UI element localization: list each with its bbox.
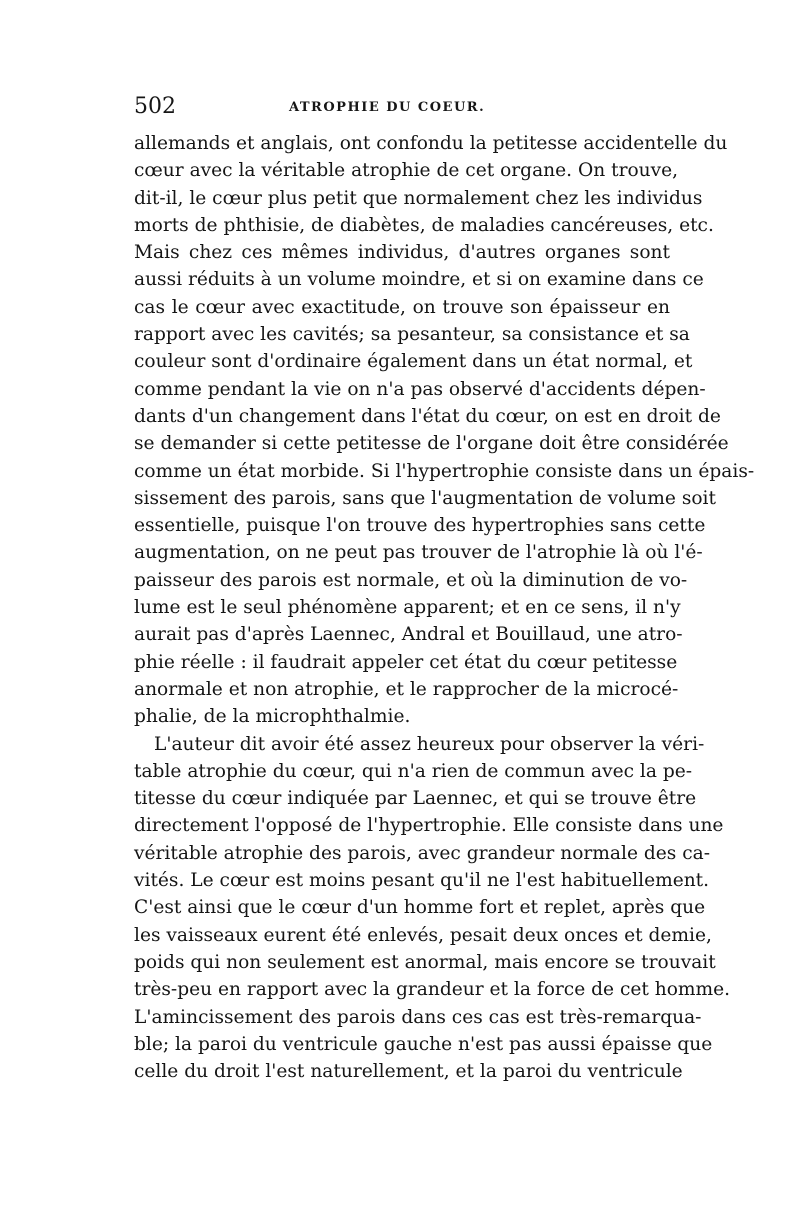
text-line: très-peu en rapport avec la grandeur et la force de cet homme. (134, 979, 731, 1001)
text-line: titesse du cœur indiquée par Laennec, et qui se trouve être (134, 788, 697, 810)
text-line: aussi réduits à un volume moindre, et si on examine dans ce (134, 269, 704, 291)
body-text (134, 130, 755, 1085)
text-line: phie réelle : il faudrait appeler cet état du cœur petitesse (134, 651, 678, 673)
text-line: celle du droit l'est naturellement, et la paroi du ventricule (134, 1061, 683, 1083)
text-line: dit-il, le cœur plus petit que normalement chez les individus (134, 187, 703, 209)
text-line: poids qui non seulement est anormal, mais encore se trouvait (134, 951, 716, 973)
page-header (134, 92, 674, 122)
text-line: dants d'un changement dans l'état du cœur, on est en droit de (134, 405, 721, 427)
text-line: morts de phthisie, de diabètes, de maladies cancéreuses, etc. (134, 214, 714, 236)
text-line: augmentation, on ne peut pas trouver de l'atrophie là où l'é- (134, 542, 703, 564)
text-line: se demander si cette petitesse de l'organe doit être considérée (134, 433, 729, 455)
text-line: comme un état morbide. Si l'hypertrophie consiste dans un épais- (134, 460, 755, 482)
text-line: aurait pas d'après Laennec, Andral et Bouillaud, une atro- (134, 624, 683, 646)
text-line: cœur avec la véritable atrophie de cet organe. On trouve, (134, 160, 679, 182)
paragraph-start-line: L'auteur dit avoir été assez heureux pour observer la véri- (154, 733, 705, 755)
text-line: comme pendant la vie on n'a pas observé d'accidents dépen- (134, 378, 706, 400)
text-line: table atrophie du cœur, qui n'a rien de commun avec la pe- (134, 760, 693, 782)
text-line: L'amincissement des parois dans ces cas est très-remarqua- (134, 1006, 702, 1028)
text-line: paisseur des parois est normale, et où la diminution de vo- (134, 569, 688, 591)
text-line: rapport avec les cavités; sa pesanteur, sa consistance et sa (134, 324, 690, 346)
text-line: directement l'opposé de l'hypertrophie. Elle consiste dans une (134, 815, 724, 837)
text-line: C'est ainsi que le cœur d'un homme fort et replet, après que (134, 897, 706, 919)
text-line: Mais chez ces mêmes individus, d'autres organes sont (134, 242, 670, 264)
text-line: ble; la paroi du ventricule gauche n'est pas aussi épaisse que (134, 1033, 713, 1055)
text-line: essentielle, puisque l'on trouve des hypertrophies sans cette (134, 515, 706, 537)
text-line: couleur sont d'ordinaire également dans un état normal, et (134, 351, 693, 373)
text-line: vités. Le cœur est moins pesant qu'il ne l'est habituellement. (134, 870, 710, 892)
page-number: 502 (134, 94, 176, 119)
running-head: ATROPHIE DU COEUR. (289, 100, 486, 115)
text-line: véritable atrophie des parois, avec grandeur normale des ca- (134, 842, 711, 864)
text-line: anormale et non atrophie, et le rapprocher de la microcé- (134, 678, 679, 700)
text-line: sissement des parois, sans que l'augmentation de volume soit (134, 487, 716, 509)
text-line: cas le cœur avec exactitude, on trouve son épaisseur en (134, 296, 670, 318)
text-line: phalie, de la microphthalmie. (134, 706, 411, 728)
text-line: allemands et anglais, ont confondu la petitesse accidentelle du (134, 133, 728, 154)
text-line: les vaisseaux eurent été enlevés, pesait deux onces et demie, (134, 924, 712, 946)
text-line: lume est le seul phénomène apparent; et en ce sens, il n'y (134, 597, 681, 619)
